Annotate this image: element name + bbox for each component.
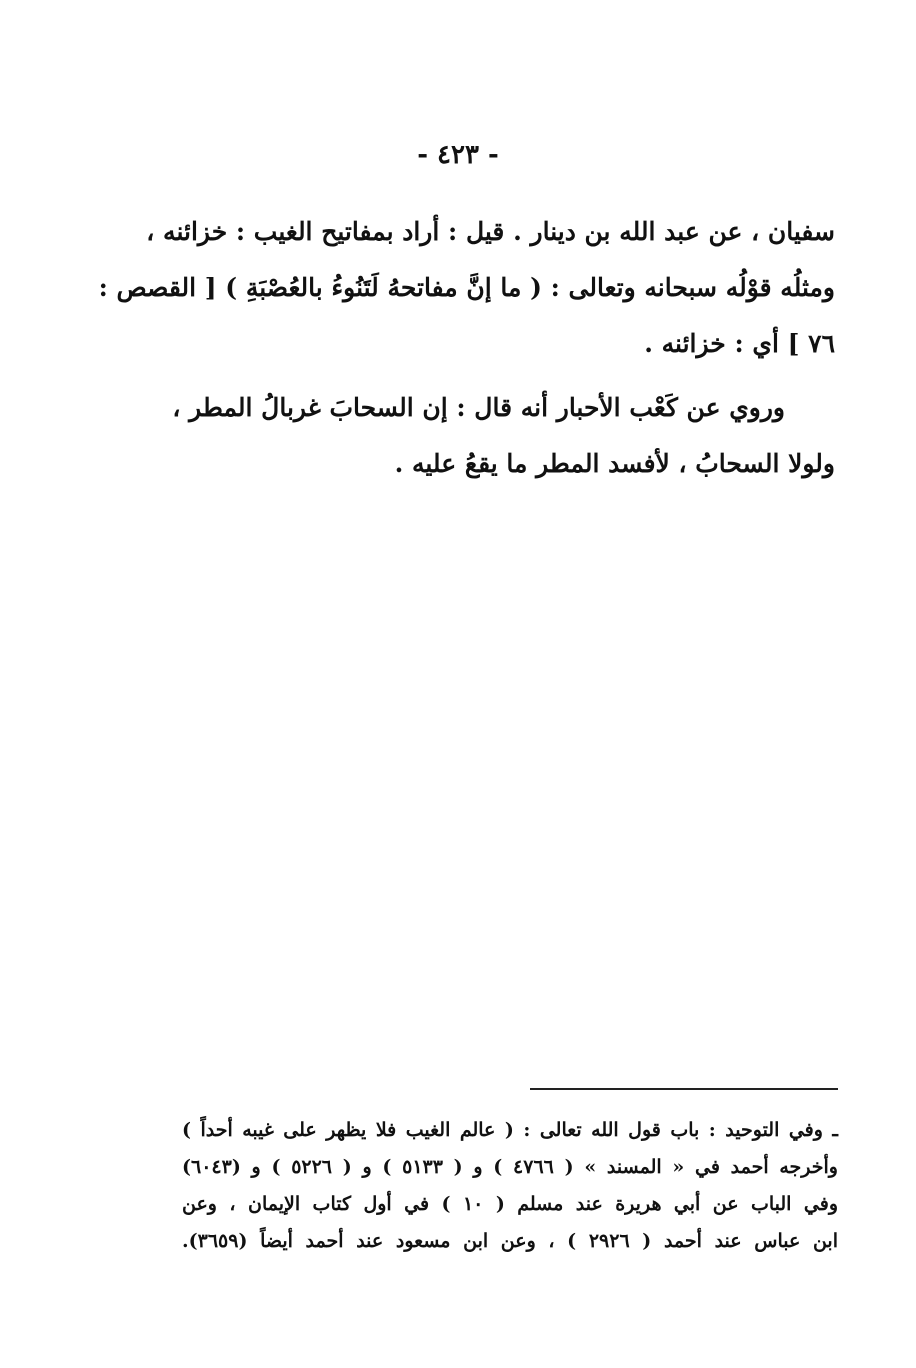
footnote-line: وأخرجه أحمد في « المسند » ( ٤٧٦٦ ) و ( ٥١٣٣ ) و ( ٥٢٢٦ ) و (٦٠٤٣) — [182, 1156, 838, 1178]
footnotes — [182, 1112, 838, 1260]
footnote-line: وفي الباب عن أبي هريرة عند مسلم ( ١٠ ) في أول كتاب الإيمان ، وعن — [182, 1193, 838, 1215]
page-number: - ٤٢٣ - — [417, 140, 499, 170]
text-line: ٧٦ ] أي : خزائنه . — [644, 329, 835, 358]
footnote-separator — [530, 1088, 838, 1090]
main-text — [98, 204, 835, 492]
text-line: ومثلُه قوْلُه سبحانه وتعالى : ( ما إنَّ مفاتحهُ لَتَنُوءُ بالعُصْبَةِ ) [ القصص : — [98, 273, 835, 302]
footnote-line: ابن عباس عند أحمد ( ٢٩٢٦ ) ، وعن ابن مسعود عند أحمد أيضاً (٣٦٥٩). — [182, 1230, 839, 1252]
paragraph-gap — [180, 372, 835, 380]
text-line: ولولا السحابُ ، لأفسد المطر ما يقعُ عليه . — [394, 449, 835, 478]
text-line: سفيان ، عن عبد الله بن دينار . قيل : أراد بمفاتيح الغيب : خزائنه ، — [146, 217, 835, 246]
text-line: وروي عن كَعْب الأحبار أنه قال : إن السحابَ غربالُ المطر ، — [172, 393, 785, 422]
footnote-line: ـ وفي التوحيد : باب قول الله تعالى : ( عالم الغيب فلا يظهر على غيبه أحداً ) — [182, 1119, 838, 1141]
